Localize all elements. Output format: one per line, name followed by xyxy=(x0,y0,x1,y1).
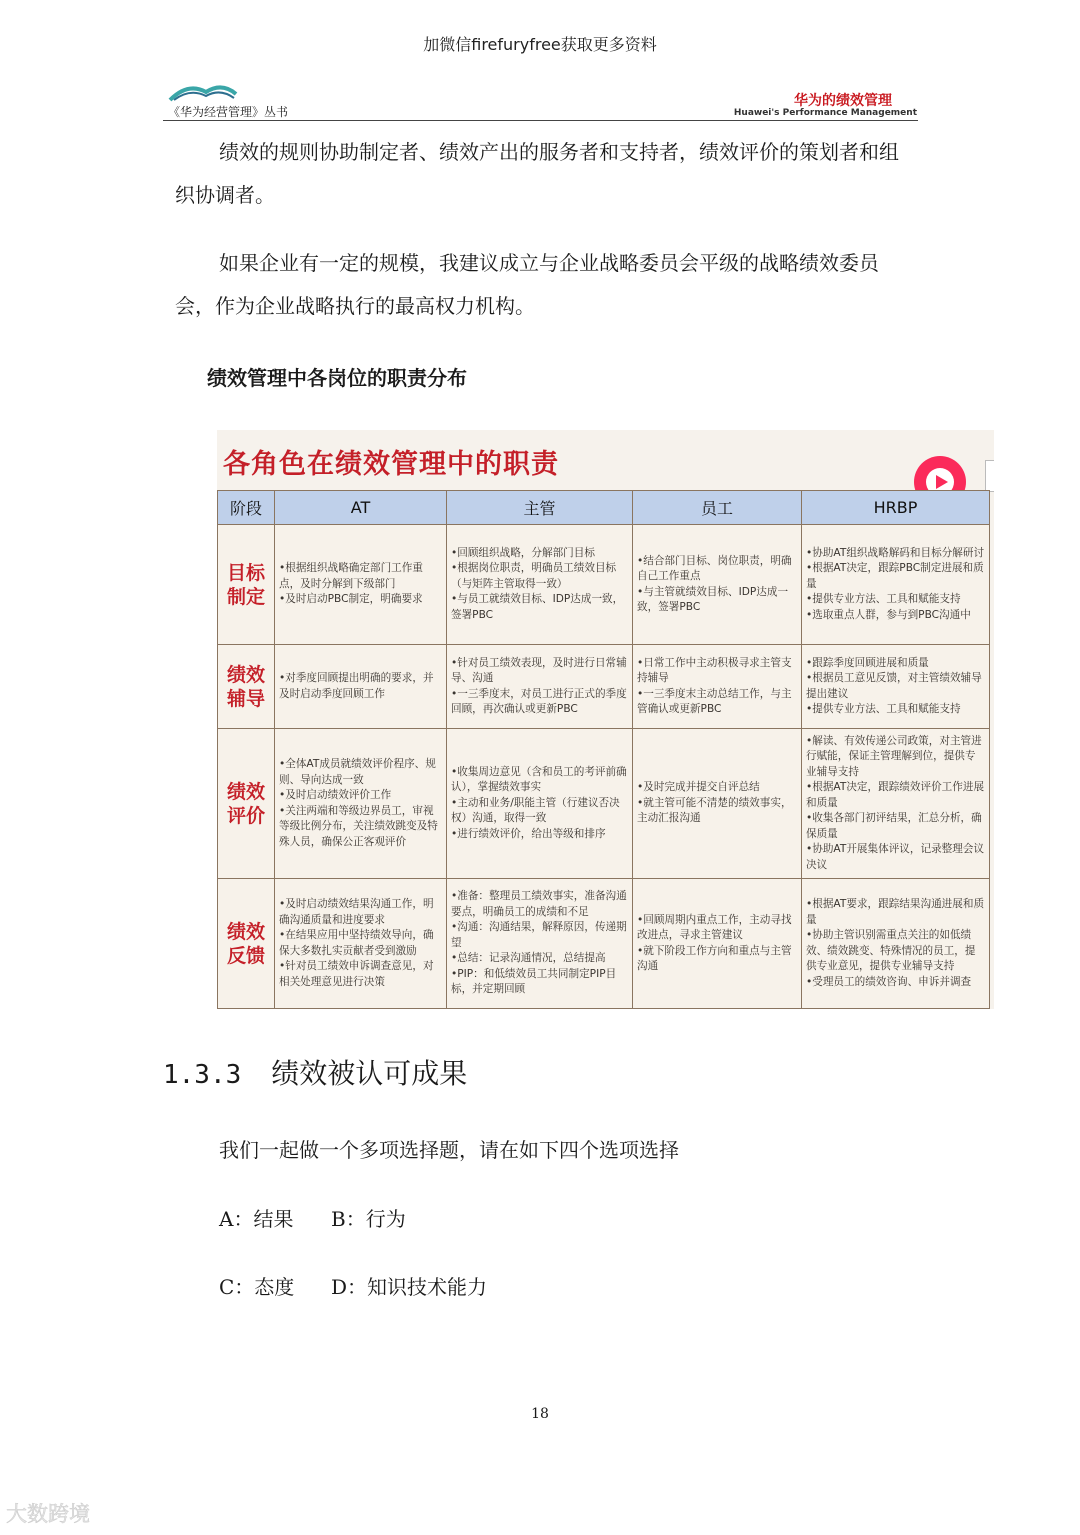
stage-label xyxy=(218,879,275,1009)
cell-employee xyxy=(633,879,802,1009)
figure-edge-tab xyxy=(985,460,994,492)
cell-employee xyxy=(633,525,802,645)
stage-label xyxy=(218,525,275,645)
cell-at-text: •及时启动绩效结果沟通工作，明确沟通质量和进度要求 •在结果应用中坚持绩效导向，确保大多数扎实贡献者受到激励 •针对员工绩效申诉调查意见，对相关处理意见进行决策 xyxy=(279,898,434,988)
question-text: 我们一起做一个多项选择题，请在如下四个选项选择 xyxy=(219,1138,679,1162)
table-row xyxy=(218,729,990,879)
cell-employee-text: •结合部门目标、岗位职责，明确自己工作重点 •与主管就绩效目标、IDP达成一致，签署PBC xyxy=(637,554,792,613)
cell-hrbp-text: •跟踪季度回顾进展和质量 •根据员工意见反馈，对主管绩效辅导提出建议 •提供专业方法、工具和赋能支持 xyxy=(806,656,982,715)
header-stage: 阶段 xyxy=(218,491,275,525)
cell-employee-text: •回顾周期内重点工作，主动寻找改进点，寻求主管建议 •就下阶段工作方向和重点与主管沟通 xyxy=(637,913,792,972)
cell-hrbp xyxy=(802,729,990,879)
table-header-row xyxy=(218,491,990,525)
option-a: A：结果 xyxy=(219,1207,294,1231)
cell-at-text: •对季度回顾提出明确的要求，并及时启动季度回顾工作 xyxy=(279,672,434,700)
stage-text: 绩效辅导 xyxy=(226,663,265,710)
cell-employee xyxy=(633,645,802,729)
cell-at xyxy=(275,729,447,879)
cell-at-text: •根据组织战略确定部门工作重点，及时分解到下级部门 •及时启动PBC制定，明确要求 xyxy=(279,562,423,606)
book-title-en: Huawei's Performance Management xyxy=(733,108,917,118)
cell-manager-text: •准备：整理员工绩效事实，准备沟通要点，明确员工的成绩和不足 •沟通：沟通结果，解释原因，传递期望 •总结：记录沟通情况，总结提高 •PIP：和低绩效员工共同制定PIP目标，并定期回顾 xyxy=(451,890,627,996)
cell-hrbp-text: •协助AT组织战略解码和目标分解研讨 •根据AT决定，跟踪PBC制定进展和质量 •提供专业方法、工具和赋能支持 •选取重点人群，参与到PBC沟通中 xyxy=(806,546,985,621)
stage-label xyxy=(218,729,275,879)
cell-hrbp-text: •解读、有效传递公司政策，对主管进行赋能，保证主管理解到位，提供专业辅导支持 •根据AT决定，跟踪绩效评价工作进展和质量 •收集各部门初评结果，汇总分析，确保质量 •协助AT开展集体评议，记录整理会议决议 xyxy=(806,734,985,871)
page-number: 18 xyxy=(531,1406,549,1422)
cell-hrbp xyxy=(802,645,990,729)
cell-hrbp-text: •根据AT要求，跟踪结果沟通进展和质量 •协助主管识别需重点关注的如低绩效、绩效跳变、特殊情况的员工，提供专业意见，提供专业辅导支持 •受理员工的绩效咨询、申诉并调查 xyxy=(806,898,985,988)
table-row xyxy=(218,525,990,645)
cell-manager-text: •回顾组织战略，分解部门目标 •根据岗位职责，明确员工绩效目标（与矩阵主管取得一致） •与员工就绩效目标、IDP达成一致，签署PBC xyxy=(451,546,624,621)
cell-employee xyxy=(633,729,802,879)
cell-manager-text: •针对员工绩效表现，及时进行日常辅导、沟通 •一三季度末，对员工进行正式的季度回顾，再次确认或更新PBC xyxy=(451,656,627,715)
option-b: B：行为 xyxy=(331,1207,406,1231)
header-employee: 员工 xyxy=(633,491,802,525)
cell-manager-text: •收集周边意见（含和员工的考评前确认），掌握绩效事实 •主动和业务/职能主管（行建议否决权）沟通，取得一致 •进行绩效评价，给出等级和排序 xyxy=(451,765,627,840)
section-title: 绩效被认可成果 xyxy=(271,1057,468,1090)
cell-at xyxy=(275,645,447,729)
stage-text: 绩效评价 xyxy=(226,780,265,827)
figure-title: 各角色在绩效管理中的职责 xyxy=(223,449,559,480)
cell-employee-text: •日常工作中主动积极寻求主管支持辅导 •一三季度末主动总结工作，与主管确认或更新PBC xyxy=(637,656,792,715)
option-c: C：态度 xyxy=(219,1275,295,1299)
cell-at xyxy=(275,879,447,1009)
series-title: 《华为经营管理》丛书 xyxy=(168,105,289,119)
cell-manager xyxy=(447,645,633,729)
cell-at xyxy=(275,525,447,645)
stage-text: 绩效反馈 xyxy=(226,920,265,967)
cell-at-text: •全体AT成员就绩效评价程序、规则、导向达成一致 •及时启动绩效评价工作 •关注两端和等级边界员工，审视等级比例分布，关注绩效跳变及特殊人员，确保公正客观评价 xyxy=(279,758,438,848)
book-title-cn: 华为的绩效管理 xyxy=(794,93,892,109)
paragraph: 绩效的规则协助制定者、绩效产出的服务者和支持者，绩效评价的策划者和组织协调者。 xyxy=(175,140,899,207)
header-at: AT xyxy=(275,491,447,525)
series-logo-icon xyxy=(168,78,238,102)
responsibility-table xyxy=(217,490,990,1009)
header-manager: 主管 xyxy=(447,491,633,525)
header-hrbp: HRBP xyxy=(802,491,990,525)
section-heading xyxy=(163,1052,467,1092)
cell-manager xyxy=(447,879,633,1009)
header-rule xyxy=(163,120,918,121)
cell-manager xyxy=(447,525,633,645)
cell-hrbp xyxy=(802,879,990,1009)
table-row xyxy=(218,879,990,1009)
option-d: D：知识技术能力 xyxy=(331,1275,488,1299)
responsibility-figure xyxy=(217,430,994,1009)
section-number: 1.3.3 xyxy=(163,1060,242,1090)
watermark-text: 加微信firefuryfree获取更多资料 xyxy=(423,35,657,54)
stage-label xyxy=(218,645,275,729)
corner-watermark: 大数跨境 xyxy=(6,1502,90,1526)
figure-caption: 绩效管理中各岗位的职责分布 xyxy=(207,366,467,390)
stage-text: 目标制定 xyxy=(226,561,265,608)
cell-manager xyxy=(447,729,633,879)
table-row xyxy=(218,645,990,729)
paragraph: 如果企业有一定的规模，我建议成立与企业战略委员会平级的战略绩效委员会，作为企业战略执行的最高权力机构。 xyxy=(175,251,879,318)
cell-hrbp xyxy=(802,525,990,645)
cell-employee-text: •及时完成并提交自评总结 •就主管可能不清楚的绩效事实，主动汇报沟通 xyxy=(637,781,792,825)
